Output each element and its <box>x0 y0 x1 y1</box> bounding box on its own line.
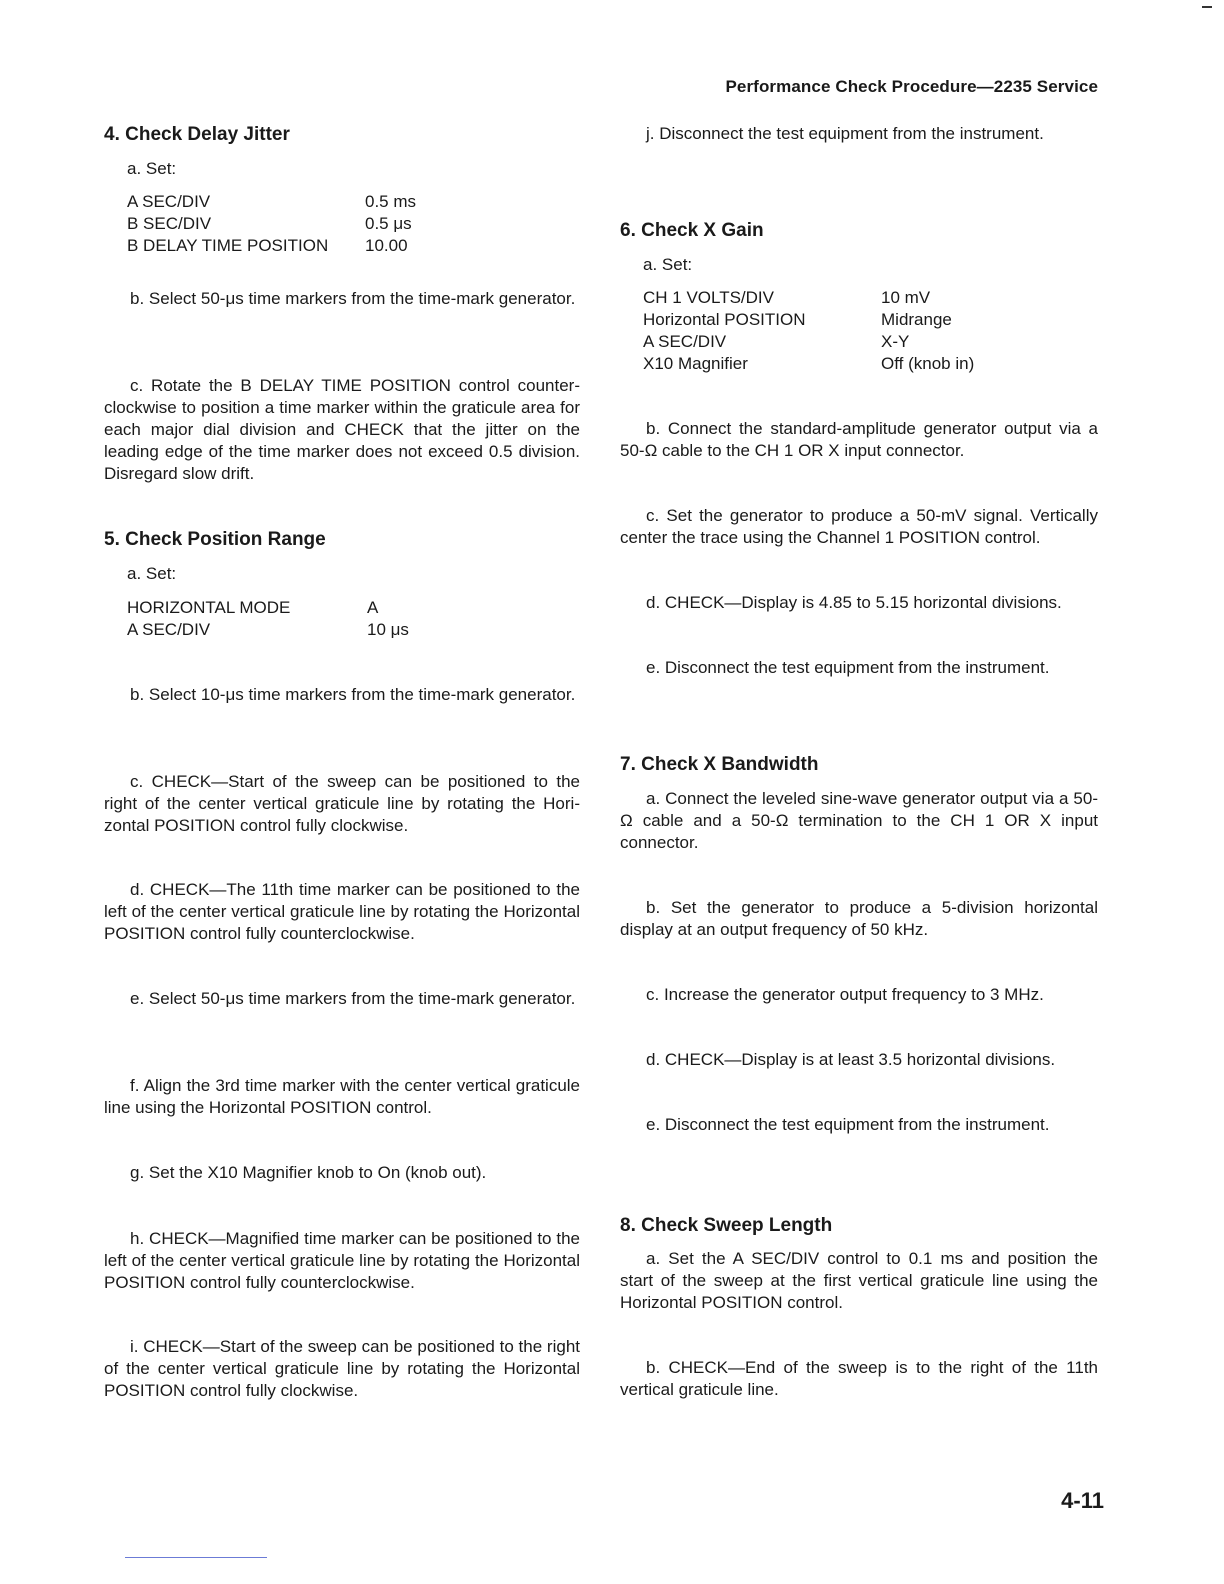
section-4-title: 4. Check Delay Jitter <box>104 124 290 145</box>
setting-value: 10 μs <box>367 620 409 639</box>
section-4-step-c: c. Rotate the B DELAY TIME POSITION control counterclockwise to position a time marker within the graticule area for each major dial division and CHECK that the jitter on the leading edge of the time marker does not exceed 0.5 division. Disregard slow drift. <box>104 376 580 483</box>
setting-value: 10.00 <box>365 236 408 255</box>
section-5-step-g: g. Set the X10 Magnifier knob to On (knob out). <box>130 1163 487 1182</box>
setting-value: X-Y <box>881 332 910 351</box>
section-7-title: 7. Check X Bandwidth <box>620 754 819 775</box>
section-5-step-d: d. CHECK—The 11th time marker can be positioned to the left of the center vertical graticule line by rotating the Horizontal POSITION control fully counterclockwise. <box>104 880 580 943</box>
section-8-title: 8. Check Sweep Length <box>620 1215 833 1236</box>
setting-row <box>643 353 974 375</box>
setting-name: CH 1 VOLTS/DIV <box>643 288 774 307</box>
section-5-set-label: a. Set: <box>127 564 177 583</box>
setting-name: A SEC/DIV <box>127 620 211 639</box>
section-6-step-e: e. Disconnect the test equipment from the instrument. <box>646 658 1050 677</box>
section-6-set-label: a. Set: <box>643 255 693 274</box>
page-number: 4-11 <box>1061 1488 1104 1513</box>
section-5-step-e: e. Select 50-μs time markers from the time-mark generator. <box>130 989 576 1008</box>
setting-value: 0.5 μs <box>365 214 412 233</box>
setting-row <box>643 331 974 353</box>
section-5-step-j: j. Disconnect the test equipment from the instrument. <box>646 124 1044 143</box>
corner-mark <box>1202 6 1212 8</box>
section-4-set-label: a. Set: <box>127 159 177 178</box>
section-5-step-b: b. Select 10-μs time markers from the time-mark generator. <box>130 685 576 704</box>
section-7-step-d: d. CHECK—Display is at least 3.5 horizontal divisions. <box>646 1050 1056 1069</box>
setting-row <box>127 235 416 257</box>
section-5-step-i: i. CHECK—Start of the sweep can be positioned to the right of the center vertical graticule line by rotating the Horizontal POSITION control fully clockwise. <box>104 1337 580 1400</box>
setting-value: 0.5 ms <box>365 192 417 211</box>
section-6-step-b: b. Connect the standard-amplitude generator output via a 50-Ω cable to the CH 1 OR X input connector. <box>620 419 1098 460</box>
section-6-settings <box>643 287 974 375</box>
setting-name: B SEC/DIV <box>127 214 212 233</box>
section-6-title: 6. Check X Gain <box>620 220 764 241</box>
section-5-title: 5. Check Position Range <box>104 529 326 550</box>
setting-row <box>643 309 974 331</box>
running-head: Performance Check Procedure—2235 Service <box>725 77 1098 96</box>
footer-rule <box>125 1557 267 1558</box>
setting-value: A <box>367 598 379 617</box>
setting-row <box>127 619 409 641</box>
setting-name: HORIZONTAL MODE <box>127 598 291 617</box>
setting-name: X10 Magnifier <box>643 354 748 373</box>
section-4-step-b: b. Select 50-μs time markers from the time-mark generator. <box>130 289 576 308</box>
setting-row <box>127 191 416 213</box>
section-5-step-f: f. Align the 3rd time marker with the center vertical graticule line using the Horizontal POSITION control. <box>104 1076 580 1117</box>
section-5-step-h: h. CHECK—Magnified time marker can be positioned to the left of the center vertical graticule line by rotating the Horizontal POSITION control fully counterclockwise. <box>104 1229 580 1292</box>
setting-name: A SEC/DIV <box>127 192 211 211</box>
setting-name: B DELAY TIME POSITION <box>127 236 329 255</box>
setting-name: A SEC/DIV <box>643 332 727 351</box>
section-5-settings <box>127 597 409 641</box>
section-8-step-a: a. Set the A SEC/DIV control to 0.1 ms and position the start of the sweep at the first vertical graticule line using the Horizontal POSITION control. <box>620 1249 1098 1312</box>
setting-row <box>127 597 409 619</box>
section-7-step-a: a. Connect the leveled sine-wave generator output via a 50-Ω cable and a 50-Ω termination to the CH 1 OR X input connector. <box>620 789 1098 852</box>
setting-value: Off (knob in) <box>881 354 975 373</box>
section-8-step-b: b. CHECK—End of the sweep is to the right of the 11th vertical graticule line. <box>620 1358 1098 1399</box>
setting-value: Midrange <box>881 310 952 329</box>
setting-value: 10 mV <box>881 288 931 307</box>
setting-row <box>127 213 416 235</box>
section-7-step-e: e. Disconnect the test equipment from the instrument. <box>646 1115 1050 1134</box>
section-5-step-c: c. CHECK—Start of the sweep can be positioned to the right of the center vertical graticule line by rotating the Horizontal POSITION control fully clockwise. <box>104 772 580 835</box>
setting-row <box>643 287 974 309</box>
setting-name: Horizontal POSITION <box>643 310 806 329</box>
section-7-step-c: c. Increase the generator output frequency to 3 MHz. <box>646 985 1044 1004</box>
section-6-step-d: d. CHECK—Display is 4.85 to 5.15 horizontal divisions. <box>646 593 1062 612</box>
section-6-step-c: c. Set the generator to produce a 50-mV signal. Vertically center the trace using the Channel 1 POSITION control. <box>620 506 1098 547</box>
section-7-step-b: b. Set the generator to produce a 5-division horizontal display at an output frequency of 50 kHz. <box>620 898 1098 939</box>
section-4-settings <box>127 191 416 257</box>
